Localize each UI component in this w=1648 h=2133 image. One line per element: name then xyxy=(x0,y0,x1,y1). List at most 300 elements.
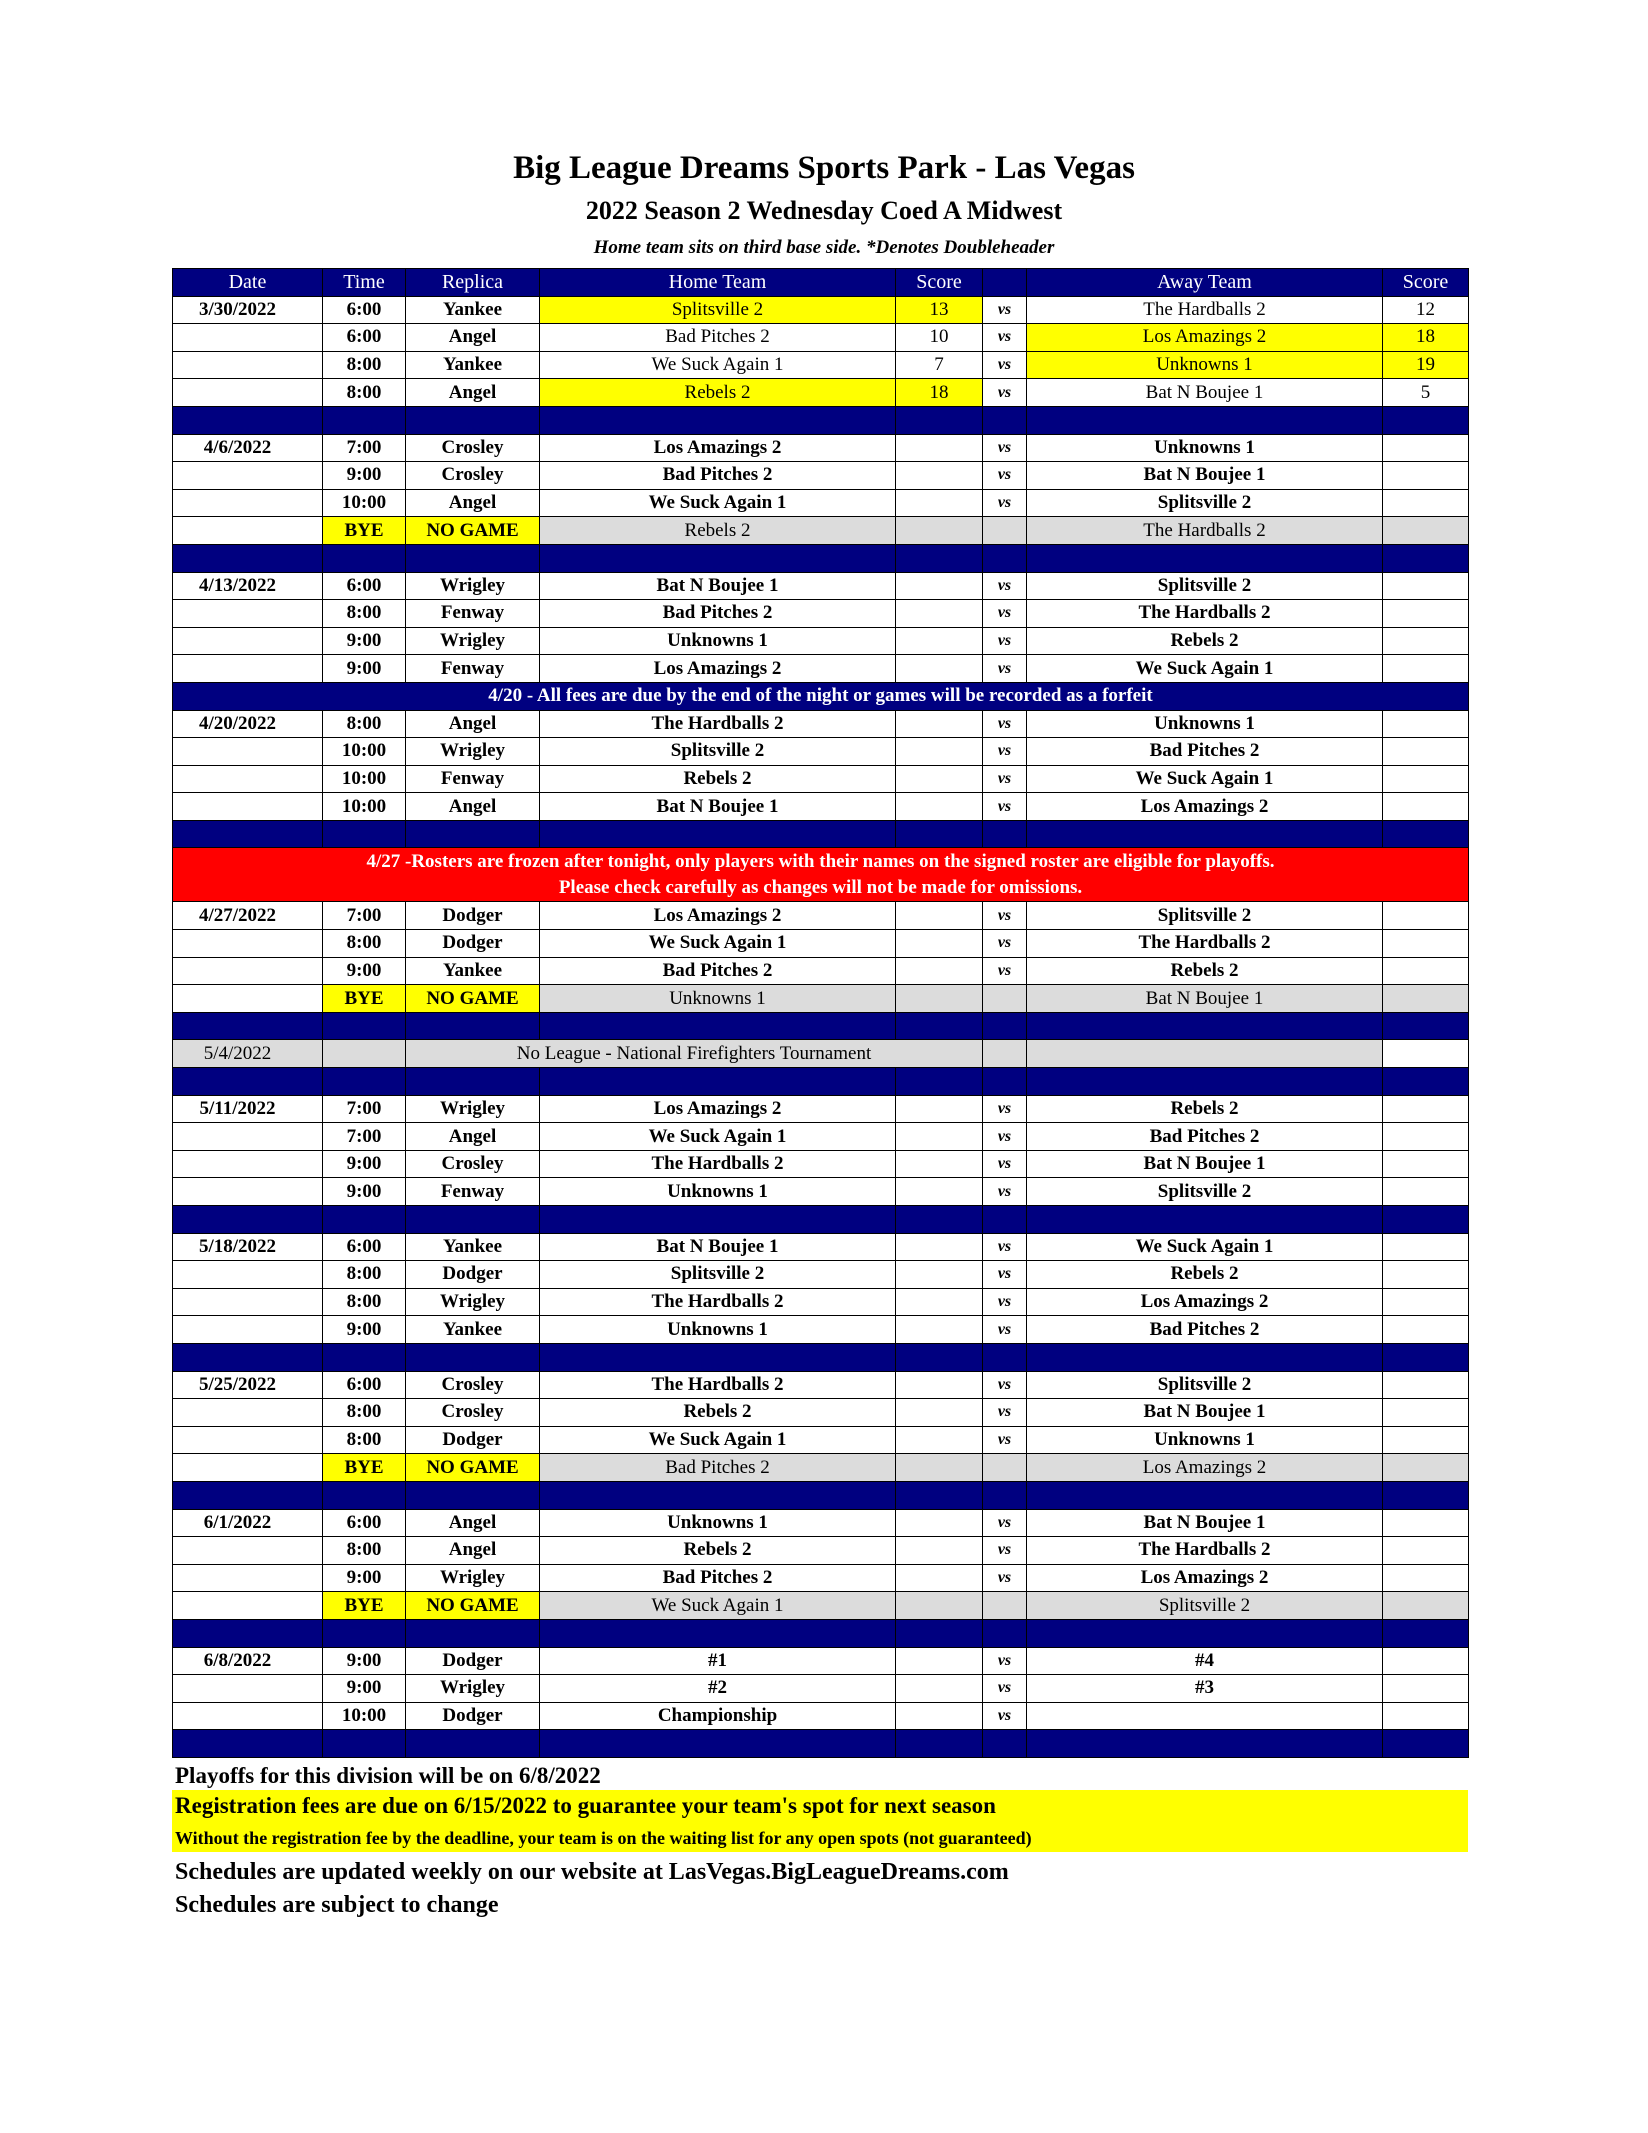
vs-cell: vs xyxy=(983,324,1027,352)
vs-cell: vs xyxy=(983,902,1027,930)
home-score-cell xyxy=(896,930,983,958)
date-cell xyxy=(173,930,323,958)
away-team-cell: Splitsville 2 xyxy=(1027,572,1383,600)
separator-cell xyxy=(1027,544,1383,572)
vs-cell: vs xyxy=(983,1564,1027,1592)
time-cell: 7:00 xyxy=(323,434,406,462)
no-game-label: NO GAME xyxy=(406,985,540,1013)
header-home-score: Score xyxy=(896,269,983,297)
bye-row xyxy=(173,985,1469,1013)
home-team-cell: Los Amazings 2 xyxy=(540,434,896,462)
away-team-cell: We Suck Again 1 xyxy=(1027,1233,1383,1261)
home-score-cell xyxy=(896,489,983,517)
home-team-cell: Bad Pitches 2 xyxy=(540,324,896,352)
field-cell: Angel xyxy=(406,489,540,517)
separator-cell xyxy=(1383,1012,1469,1040)
date-cell xyxy=(173,957,323,985)
field-cell: Fenway xyxy=(406,765,540,793)
separator-cell xyxy=(1383,1343,1469,1371)
schedule-table xyxy=(172,268,1469,1758)
separator-cell xyxy=(896,544,983,572)
home-score-cell xyxy=(896,765,983,793)
vs-cell: vs xyxy=(983,462,1027,490)
separator-cell xyxy=(983,820,1027,848)
separator-cell xyxy=(983,1012,1027,1040)
date-cell: 5/4/2022 xyxy=(173,1040,323,1068)
date-cell xyxy=(173,1426,323,1454)
away-team-cell: The Hardballs 2 xyxy=(1027,930,1383,958)
vs-cell: vs xyxy=(983,600,1027,628)
away-score-cell xyxy=(1383,985,1469,1013)
separator-cell xyxy=(1027,1068,1383,1096)
separator-cell xyxy=(173,544,323,572)
separator-cell xyxy=(896,1012,983,1040)
away-team-cell: Splitsville 2 xyxy=(1027,902,1383,930)
game-row xyxy=(173,351,1469,379)
home-score-cell xyxy=(896,1150,983,1178)
vs-cell: vs xyxy=(983,1399,1027,1427)
home-score-cell xyxy=(896,710,983,738)
away-team-cell: Bat N Boujee 1 xyxy=(1027,1399,1383,1427)
away-score-cell xyxy=(1383,600,1469,628)
separator-cell xyxy=(540,406,896,434)
field-cell: Angel xyxy=(406,1537,540,1565)
separator-cell xyxy=(406,1730,540,1758)
away-score-cell xyxy=(1383,1178,1469,1206)
date-cell xyxy=(173,1537,323,1565)
header-away-score: Score xyxy=(1383,269,1469,297)
time-cell: 10:00 xyxy=(323,738,406,766)
away-team-cell: The Hardballs 2 xyxy=(1027,1537,1383,1565)
time-cell: 9:00 xyxy=(323,957,406,985)
home-score-cell xyxy=(896,600,983,628)
away-score-cell xyxy=(1383,655,1469,683)
game-row xyxy=(173,572,1469,600)
field-cell: Wrigley xyxy=(406,1288,540,1316)
vs-cell: vs xyxy=(983,1647,1027,1675)
home-score-cell xyxy=(896,434,983,462)
separator-cell xyxy=(896,406,983,434)
registration-note: Registration fees are due on 6/15/2022 to guarantee your team's spot for next season xyxy=(175,1793,996,1818)
separator-cell xyxy=(896,1068,983,1096)
separator-cell xyxy=(983,1619,1027,1647)
bye-away-team: Splitsville 2 xyxy=(1027,1592,1383,1620)
home-team-cell: We Suck Again 1 xyxy=(540,351,896,379)
home-score-cell xyxy=(896,957,983,985)
time-cell: 6:00 xyxy=(323,296,406,324)
separator-cell xyxy=(406,406,540,434)
home-score-cell xyxy=(896,1702,983,1730)
separator-cell xyxy=(323,544,406,572)
separator-cell xyxy=(1383,1619,1469,1647)
home-team-cell: We Suck Again 1 xyxy=(540,930,896,958)
header-vs xyxy=(983,269,1027,297)
home-team-cell: Splitsville 2 xyxy=(540,1261,896,1289)
separator-cell xyxy=(173,820,323,848)
away-team-cell xyxy=(1027,1040,1383,1068)
separator-cell xyxy=(1383,406,1469,434)
time-cell: 6:00 xyxy=(323,1371,406,1399)
date-cell: 6/8/2022 xyxy=(173,1647,323,1675)
vs-cell: vs xyxy=(983,738,1027,766)
home-team-cell: The Hardballs 2 xyxy=(540,1288,896,1316)
field-cell: Dodger xyxy=(406,930,540,958)
home-score-cell: 10 xyxy=(896,324,983,352)
home-score-cell xyxy=(896,1178,983,1206)
game-row xyxy=(173,902,1469,930)
home-team-cell: Los Amazings 2 xyxy=(540,655,896,683)
week-separator-row xyxy=(173,1619,1469,1647)
away-score-cell: 5 xyxy=(1383,379,1469,407)
home-team-cell: Rebels 2 xyxy=(540,765,896,793)
separator-cell xyxy=(1383,820,1469,848)
game-row xyxy=(173,1123,1469,1151)
vs-cell: vs xyxy=(983,1426,1027,1454)
time-cell xyxy=(323,1040,406,1068)
home-score-cell xyxy=(896,517,983,545)
home-score-cell xyxy=(896,1592,983,1620)
game-row xyxy=(173,1178,1469,1206)
home-team-cell: We Suck Again 1 xyxy=(540,1123,896,1151)
home-score-cell xyxy=(896,1509,983,1537)
date-cell xyxy=(173,1150,323,1178)
field-cell: Angel xyxy=(406,379,540,407)
field-cell: Wrigley xyxy=(406,1564,540,1592)
bye-home-team: Rebels 2 xyxy=(540,517,896,545)
game-row xyxy=(173,1675,1469,1703)
time-cell: 7:00 xyxy=(323,1095,406,1123)
time-cell: 8:00 xyxy=(323,1399,406,1427)
away-score-cell xyxy=(1383,462,1469,490)
home-score-cell xyxy=(896,462,983,490)
field-cell: Wrigley xyxy=(406,738,540,766)
home-team-cell: Rebels 2 xyxy=(540,1537,896,1565)
time-cell: 9:00 xyxy=(323,462,406,490)
page-subtitle: 2022 Season 2 Wednesday Coed A Midwest xyxy=(585,196,1063,225)
separator-cell xyxy=(983,1206,1027,1234)
away-score-cell: 12 xyxy=(1383,296,1469,324)
home-team-cell: Championship xyxy=(540,1702,896,1730)
separator-cell xyxy=(540,1730,896,1758)
home-score-cell xyxy=(896,1288,983,1316)
separator-cell xyxy=(896,820,983,848)
vs-cell: vs xyxy=(983,1675,1027,1703)
date-cell xyxy=(173,1702,323,1730)
game-row xyxy=(173,296,1469,324)
bye-home-team: Bad Pitches 2 xyxy=(540,1454,896,1482)
separator-cell xyxy=(1027,820,1383,848)
home-team-cell: We Suck Again 1 xyxy=(540,1426,896,1454)
separator-cell xyxy=(406,1481,540,1509)
game-row xyxy=(173,765,1469,793)
home-team-cell: Bad Pitches 2 xyxy=(540,462,896,490)
away-score-cell xyxy=(1383,902,1469,930)
date-cell xyxy=(173,1261,323,1289)
vs-cell xyxy=(983,517,1027,545)
field-cell: Yankee xyxy=(406,957,540,985)
game-row xyxy=(173,1261,1469,1289)
separator-cell xyxy=(406,1012,540,1040)
away-score-cell xyxy=(1383,572,1469,600)
field-cell: Angel xyxy=(406,1123,540,1151)
time-cell: 9:00 xyxy=(323,1150,406,1178)
away-team-cell: #3 xyxy=(1027,1675,1383,1703)
away-score-cell xyxy=(1383,1702,1469,1730)
field-cell: Yankee xyxy=(406,296,540,324)
home-team-cell: Bat N Boujee 1 xyxy=(540,1233,896,1261)
time-cell: 10:00 xyxy=(323,793,406,821)
vs-cell: vs xyxy=(983,434,1027,462)
vs-cell xyxy=(983,1592,1027,1620)
date-cell xyxy=(173,379,323,407)
field-cell: Fenway xyxy=(406,600,540,628)
field-cell: Dodger xyxy=(406,1647,540,1675)
header-away-team: Away Team xyxy=(1027,269,1383,297)
home-score-cell xyxy=(896,572,983,600)
fees-notice-row xyxy=(173,682,1469,710)
page-title: Big League Dreams Sports Park - Las Vegas xyxy=(513,150,1135,186)
home-score-cell xyxy=(896,1454,983,1482)
home-score-cell xyxy=(896,627,983,655)
bye-label: BYE xyxy=(323,1454,406,1482)
bye-row xyxy=(173,1592,1469,1620)
date-cell xyxy=(173,462,323,490)
home-score-cell xyxy=(896,1095,983,1123)
game-row xyxy=(173,710,1469,738)
separator-cell xyxy=(540,1619,896,1647)
away-team-cell: Bad Pitches 2 xyxy=(1027,1316,1383,1344)
home-score-cell xyxy=(896,1675,983,1703)
separator-cell xyxy=(323,1481,406,1509)
date-cell: 5/11/2022 xyxy=(173,1095,323,1123)
date-cell xyxy=(173,1316,323,1344)
away-team-cell: Bad Pitches 2 xyxy=(1027,738,1383,766)
game-row xyxy=(173,1564,1469,1592)
away-team-cell: Los Amazings 2 xyxy=(1027,324,1383,352)
date-cell: 5/25/2022 xyxy=(173,1371,323,1399)
no-league-notice: No League - National Firefighters Tournament xyxy=(406,1040,983,1068)
home-team-cell: The Hardballs 2 xyxy=(540,1150,896,1178)
away-team-cell: Splitsville 2 xyxy=(1027,1178,1383,1206)
vs-cell: vs xyxy=(983,1371,1027,1399)
time-cell: 8:00 xyxy=(323,930,406,958)
away-score-cell xyxy=(1383,1261,1469,1289)
field-cell: Fenway xyxy=(406,1178,540,1206)
home-team-cell: Splitsville 2 xyxy=(540,296,896,324)
away-score-cell xyxy=(1383,1399,1469,1427)
week-separator-row xyxy=(173,1730,1469,1758)
away-score-cell xyxy=(1383,1537,1469,1565)
away-score-cell xyxy=(1383,1675,1469,1703)
roster-notice-row xyxy=(173,848,1469,902)
away-score-cell xyxy=(1383,1647,1469,1675)
week-separator-row xyxy=(173,1068,1469,1096)
fees-notice: 4/20 - All fees are due by the end of the night or games will be recorded as a forfeit xyxy=(173,682,1469,710)
vs-cell: vs xyxy=(983,1150,1027,1178)
home-team-cell: The Hardballs 2 xyxy=(540,1371,896,1399)
vs-cell: vs xyxy=(983,1233,1027,1261)
separator-cell xyxy=(1027,1481,1383,1509)
home-team-cell: We Suck Again 1 xyxy=(540,489,896,517)
separator-cell xyxy=(323,406,406,434)
home-score-cell: 13 xyxy=(896,296,983,324)
vs-cell: vs xyxy=(983,1316,1027,1344)
field-cell: Dodger xyxy=(406,902,540,930)
game-row xyxy=(173,1371,1469,1399)
away-team-cell: We Suck Again 1 xyxy=(1027,765,1383,793)
separator-cell xyxy=(406,1619,540,1647)
vs-cell: vs xyxy=(983,1178,1027,1206)
away-score-cell xyxy=(1383,957,1469,985)
vs-cell: vs xyxy=(983,379,1027,407)
separator-cell xyxy=(1383,1730,1469,1758)
away-team-cell: Unknowns 1 xyxy=(1027,351,1383,379)
no-league-row xyxy=(173,1040,1469,1068)
separator-cell xyxy=(1027,406,1383,434)
vs-cell: vs xyxy=(983,655,1027,683)
home-team-note: Home team sits on third base side. *Denotes Doubleheader xyxy=(593,237,1055,258)
away-team-cell: #4 xyxy=(1027,1647,1383,1675)
game-row xyxy=(173,1702,1469,1730)
date-cell xyxy=(173,1675,323,1703)
separator-cell xyxy=(983,1730,1027,1758)
separator-cell xyxy=(406,1206,540,1234)
away-score-cell xyxy=(1383,765,1469,793)
time-cell: 8:00 xyxy=(323,379,406,407)
home-team-cell: Splitsville 2 xyxy=(540,738,896,766)
week-separator-row xyxy=(173,1343,1469,1371)
time-cell: 6:00 xyxy=(323,572,406,600)
game-row xyxy=(173,1150,1469,1178)
separator-cell xyxy=(323,1730,406,1758)
time-cell: 7:00 xyxy=(323,1123,406,1151)
time-cell: 6:00 xyxy=(323,1233,406,1261)
time-cell: 8:00 xyxy=(323,1537,406,1565)
waiting-list-note: Without the registration fee by the deadline, your team is on the waiting list for any open spots (not guaranteed) xyxy=(175,1828,1032,1848)
game-row xyxy=(173,1509,1469,1537)
home-team-cell: Los Amazings 2 xyxy=(540,902,896,930)
field-cell: Angel xyxy=(406,324,540,352)
home-score-cell xyxy=(896,1123,983,1151)
away-score-cell xyxy=(1383,434,1469,462)
away-team-cell: Bat N Boujee 1 xyxy=(1027,1150,1383,1178)
website-note: Schedules are updated weekly on our website at LasVegas.BigLeagueDreams.com xyxy=(175,1859,1009,1885)
away-team-cell: Los Amazings 2 xyxy=(1027,1564,1383,1592)
separator-cell xyxy=(896,1206,983,1234)
away-team-cell: We Suck Again 1 xyxy=(1027,655,1383,683)
time-cell: 6:00 xyxy=(323,324,406,352)
field-cell: Fenway xyxy=(406,655,540,683)
vs-cell: vs xyxy=(983,793,1027,821)
no-game-label: NO GAME xyxy=(406,1454,540,1482)
time-cell: 8:00 xyxy=(323,1288,406,1316)
separator-cell xyxy=(173,1068,323,1096)
date-cell xyxy=(173,600,323,628)
vs-cell: vs xyxy=(983,765,1027,793)
time-cell: 10:00 xyxy=(323,765,406,793)
bye-label: BYE xyxy=(323,1592,406,1620)
away-team-cell: Bat N Boujee 1 xyxy=(1027,1509,1383,1537)
home-team-cell: #2 xyxy=(540,1675,896,1703)
field-cell: Crosley xyxy=(406,1371,540,1399)
bye-away-team: Los Amazings 2 xyxy=(1027,1454,1383,1482)
time-cell: 9:00 xyxy=(323,1564,406,1592)
field-cell: Dodger xyxy=(406,1261,540,1289)
home-team-cell: Rebels 2 xyxy=(540,1399,896,1427)
field-cell: Wrigley xyxy=(406,1675,540,1703)
away-score-cell xyxy=(1383,1288,1469,1316)
away-score-cell xyxy=(1383,1095,1469,1123)
away-team-cell: Rebels 2 xyxy=(1027,957,1383,985)
date-cell: 6/1/2022 xyxy=(173,1509,323,1537)
game-row xyxy=(173,1537,1469,1565)
away-score-cell xyxy=(1383,1316,1469,1344)
header-time: Time xyxy=(323,269,406,297)
vs-cell: vs xyxy=(983,1537,1027,1565)
date-cell xyxy=(173,1399,323,1427)
date-cell xyxy=(173,765,323,793)
game-row xyxy=(173,1399,1469,1427)
away-score-cell: 19 xyxy=(1383,351,1469,379)
date-cell xyxy=(173,655,323,683)
week-separator-row xyxy=(173,820,1469,848)
date-cell: 3/30/2022 xyxy=(173,296,323,324)
separator-cell xyxy=(896,1481,983,1509)
home-team-cell: Rebels 2 xyxy=(540,379,896,407)
home-team-cell: Unknowns 1 xyxy=(540,1178,896,1206)
away-team-cell: Splitsville 2 xyxy=(1027,489,1383,517)
vs-cell: vs xyxy=(983,1702,1027,1730)
away-score-cell xyxy=(1383,1371,1469,1399)
time-cell: 9:00 xyxy=(323,655,406,683)
home-score-cell xyxy=(896,1261,983,1289)
game-row xyxy=(173,600,1469,628)
away-team-cell: Rebels 2 xyxy=(1027,627,1383,655)
time-cell: 9:00 xyxy=(323,627,406,655)
vs-cell: vs xyxy=(983,627,1027,655)
time-cell: 9:00 xyxy=(323,1178,406,1206)
game-row xyxy=(173,434,1469,462)
time-cell: 6:00 xyxy=(323,1509,406,1537)
away-team-cell xyxy=(1027,1702,1383,1730)
date-cell xyxy=(173,351,323,379)
change-note: Schedules are subject to change xyxy=(175,1892,499,1918)
home-team-cell: Bad Pitches 2 xyxy=(540,957,896,985)
vs-cell xyxy=(983,1454,1027,1482)
home-score-cell xyxy=(896,793,983,821)
week-separator-row xyxy=(173,406,1469,434)
header-date: Date xyxy=(173,269,323,297)
game-row xyxy=(173,1426,1469,1454)
separator-cell xyxy=(173,1619,323,1647)
separator-cell xyxy=(540,544,896,572)
week-separator-row xyxy=(173,1012,1469,1040)
date-cell: 5/18/2022 xyxy=(173,1233,323,1261)
vs-cell xyxy=(983,985,1027,1013)
separator-cell xyxy=(540,1068,896,1096)
table-header-row xyxy=(173,269,1469,297)
date-cell: 4/13/2022 xyxy=(173,572,323,600)
bye-row xyxy=(173,1454,1469,1482)
no-game-label: NO GAME xyxy=(406,517,540,545)
date-cell xyxy=(173,1178,323,1206)
separator-cell xyxy=(323,1206,406,1234)
header-home-team: Home Team xyxy=(540,269,896,297)
separator-cell xyxy=(540,1343,896,1371)
date-cell xyxy=(173,627,323,655)
home-team-cell: #1 xyxy=(540,1647,896,1675)
game-row xyxy=(173,957,1469,985)
